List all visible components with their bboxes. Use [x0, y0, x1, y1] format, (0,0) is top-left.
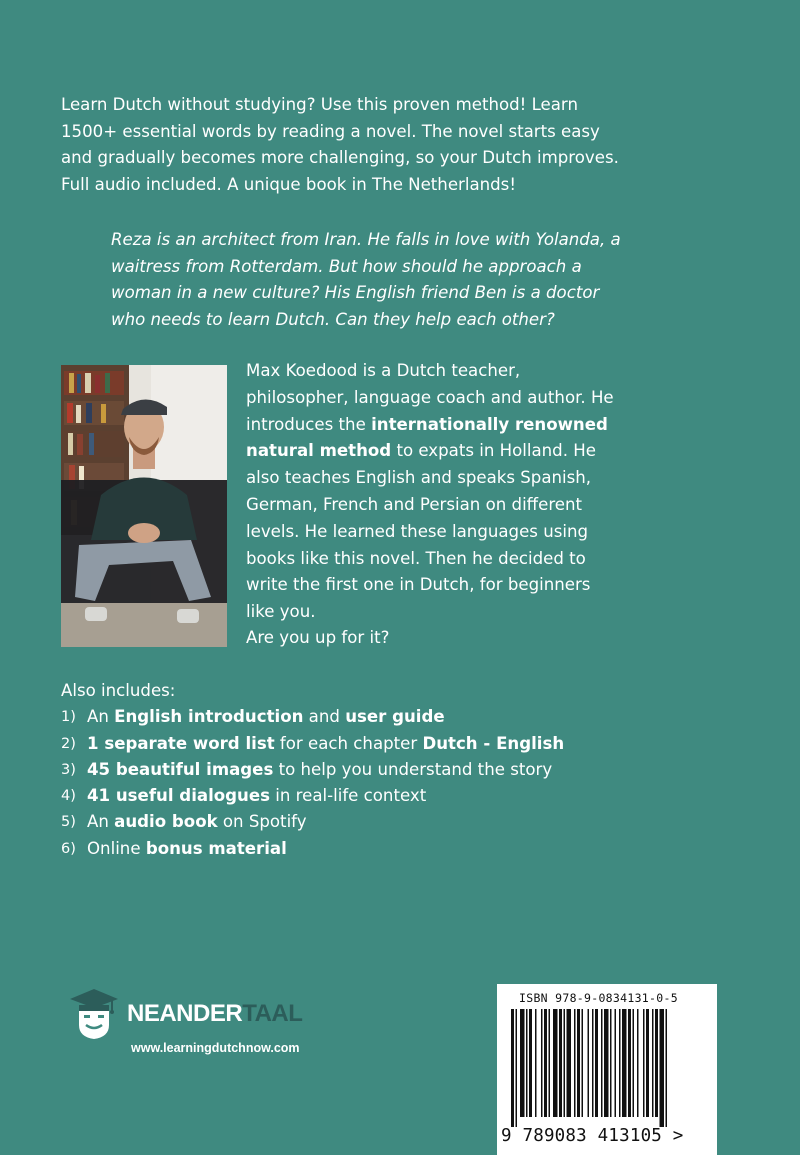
- author-photo: [61, 365, 227, 647]
- list-item: [61, 704, 621, 730]
- barcode-bar: [646, 1009, 649, 1117]
- list-item: [61, 731, 621, 757]
- list-item-text: Online bonus material: [87, 838, 287, 858]
- barcode-bar: [582, 1009, 584, 1117]
- barcode-bar: [541, 1009, 543, 1117]
- bio-bold-method: internationally renowned natural method: [246, 414, 608, 461]
- barcode-bar: [615, 1009, 617, 1117]
- author-bio: [246, 358, 621, 626]
- barcode-bar: [526, 1009, 528, 1117]
- barcode-bar: [601, 1009, 603, 1117]
- barcode-bar: [643, 1009, 645, 1117]
- barcode-bar: [592, 1009, 594, 1117]
- isbn-label: ISBN 978-9-0834131-0-5: [519, 991, 678, 1005]
- barcode-bar: [655, 1009, 658, 1117]
- barcode-bars: [511, 1009, 703, 1127]
- barcode-bar: [511, 1009, 514, 1127]
- includes-heading: Also includes:: [61, 681, 176, 700]
- barcode-bar: [529, 1009, 532, 1117]
- barcode-bar: [595, 1009, 598, 1117]
- list-item-text: 41 useful dialogues in real-life context: [87, 786, 427, 806]
- list-item-number: 1): [61, 709, 76, 726]
- bio-text-2: to expats in Holland. He also teaches English and speaks Spanish, German, French and Persian on different levels. He learned these languages using books like this novel. Then he decided to write the first one in Dutch, for beginners like you.: [246, 441, 596, 622]
- barcode-bar: [652, 1009, 654, 1117]
- barcode-bar: [567, 1009, 572, 1117]
- barcode-bar: [622, 1009, 627, 1117]
- barcode-bar: [520, 1009, 525, 1117]
- barcode-bar: [564, 1009, 566, 1117]
- barcode-bar: [619, 1009, 621, 1117]
- story-summary: Reza is an architect from Iran. He falls in love with Yolanda, a waitress from Rotterdam. But how should he approach a woman in a new culture? His English friend Ben is a doctor who needs to learn Dutch. Can they help each other?: [111, 230, 621, 329]
- barcode-bar: [660, 1009, 665, 1127]
- barcode-digits: 9 789083 413105 >: [501, 1126, 684, 1146]
- list-item-number: 2): [61, 735, 76, 752]
- list-item-number: 4): [61, 788, 76, 805]
- isbn-barcode: [497, 984, 717, 1155]
- list-item-text: 1 separate word list for each chapter Dutch - English: [87, 733, 565, 753]
- list-item-text: An audio book on Spotify: [87, 812, 307, 832]
- list-item-number: 5): [61, 814, 76, 831]
- list-item-number: 3): [61, 761, 76, 778]
- includes-section: [61, 678, 621, 862]
- barcode-bar: [577, 1009, 580, 1117]
- barcode-bar: [559, 1009, 562, 1117]
- list-item-number: 6): [61, 840, 76, 857]
- bio-text-1: Max Koedood is a Dutch teacher, philosopher, language coach and author. He introduces the: [246, 361, 614, 434]
- barcode-bar: [666, 1009, 668, 1127]
- list-item: [61, 836, 621, 862]
- publisher-logo: [68, 985, 318, 1060]
- includes-list: [61, 704, 621, 862]
- barcode-bar: [574, 1009, 576, 1117]
- barcode-bar: [628, 1009, 631, 1117]
- barcode-bar: [604, 1009, 609, 1117]
- neandertaal-mascot-icon: [68, 985, 120, 1041]
- barcode-bar: [633, 1009, 635, 1117]
- barcode-bar: [588, 1009, 590, 1117]
- barcode-bar: [553, 1009, 558, 1117]
- publisher-url: www.learningdutchnow.com: [131, 1041, 300, 1055]
- back-cover-blurb: Learn Dutch without studying? Use this proven method! Learn 1500+ essential words by reading a novel. The novel starts easy and gradually becomes more challenging, so your Dutch improves. Full audio included. A unique book in The Netherlands!: [61, 95, 619, 194]
- barcode-bar: [610, 1009, 612, 1117]
- barcode-bar: [544, 1009, 547, 1117]
- barcode-bar: [535, 1009, 537, 1117]
- list-item-text: An English introduction and user guide: [87, 707, 445, 727]
- list-item: [61, 809, 621, 835]
- barcode-bar: [637, 1009, 639, 1117]
- barcode-bar: [549, 1009, 551, 1117]
- closing-question: Are you up for it?: [246, 628, 390, 647]
- list-item: [61, 783, 621, 809]
- publisher-name: NEANDERTAAL: [127, 1000, 303, 1027]
- list-item: [61, 757, 621, 783]
- list-item-text: 45 beautiful images to help you understand the story: [87, 759, 553, 779]
- barcode-bar: [516, 1009, 518, 1127]
